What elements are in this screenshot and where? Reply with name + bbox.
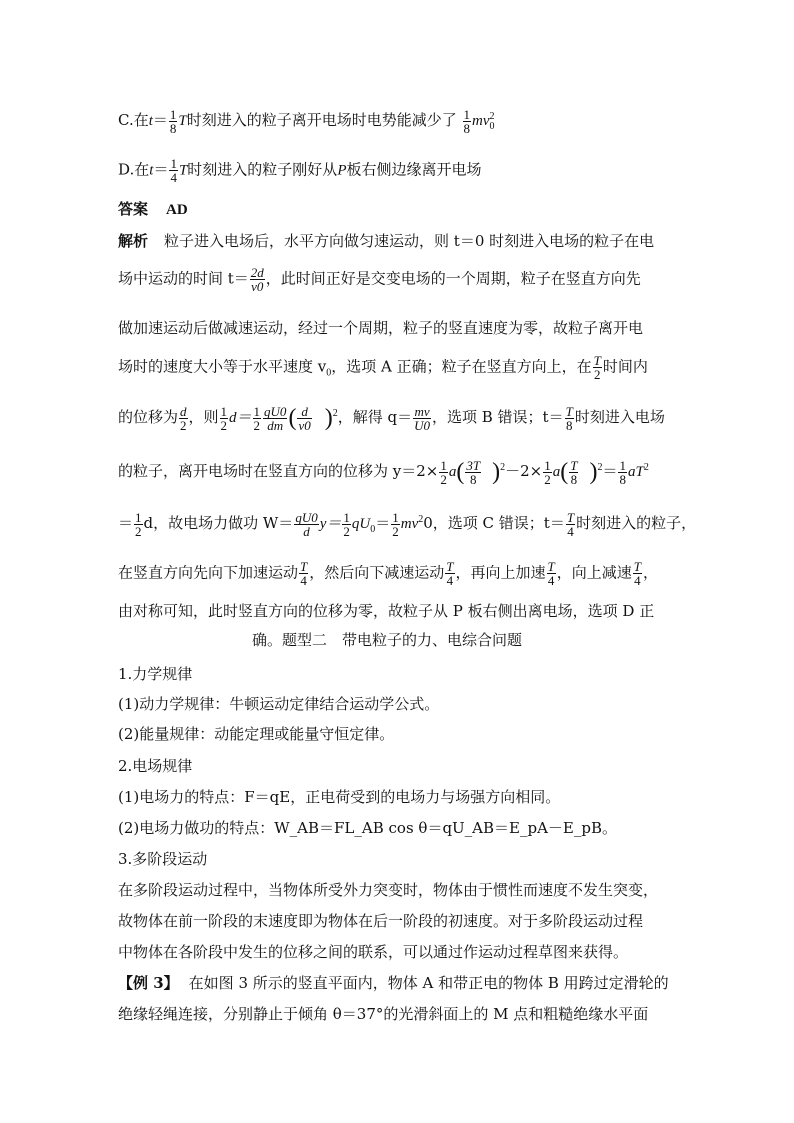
analysis-text: d＝: [229, 410, 252, 426]
section-1-item-2: (2)能量规律：动能定理或能量守恒定律。: [118, 725, 395, 743]
fraction: $\frac{T}{8}$: [565, 403, 573, 433]
analysis-line-9: [118, 601, 654, 621]
paren-left: (: [288, 405, 297, 431]
option-d-text1: 时刻进入的粒子刚好从: [187, 160, 338, 179]
analysis-text: 0，选项 C 错误；t＝: [423, 514, 565, 532]
analysis-text: 场中运动的时间 t＝: [118, 269, 249, 288]
fraction: $\frac{T}{4}$: [547, 559, 555, 588]
section-2-item-1: (1)电场力的特点：F＝qE，正电荷受到的电场力与场强方向相同。: [118, 788, 561, 806]
example-label: 【例 3】: [118, 974, 179, 992]
analysis-text: ，然后向下减速运动: [309, 563, 445, 582]
section-heading: 确。题型二 带电粒子的力、电综合问题: [252, 631, 523, 649]
section-1-item-1: (1)动力学规律：牛顿运动定律结合运动学公式。: [118, 695, 440, 713]
fraction: $\frac{qU0}{d}$: [295, 509, 318, 539]
paren-right: ): [324, 405, 333, 431]
section-1-title: 1.力学规律: [118, 665, 193, 683]
sup: 2: [489, 111, 495, 122]
paren-left: (: [456, 459, 465, 485]
sub: 0: [326, 367, 332, 379]
analysis-text: 时间内: [602, 357, 648, 376]
var-a: a: [552, 464, 561, 480]
mv-term: mv: [400, 516, 419, 532]
sub: 0: [370, 524, 376, 535]
section-3-title: 3.多阶段运动: [118, 850, 208, 868]
paragraph-line-3: 中物体在各阶段中发生的位移之间的联系，可以通过作运动过程草图来获得。: [118, 943, 629, 961]
analysis-text: ，此时间正好是交变电场的一个周期，粒子在竖直方向先: [265, 269, 641, 288]
answer: [118, 199, 188, 220]
sub: 0: [489, 121, 495, 132]
fraction: $\frac{1}{2}$: [343, 509, 350, 539]
answer-value: AD: [166, 202, 188, 218]
analysis-line-5: [118, 404, 665, 432]
analysis-line-10: [252, 630, 522, 650]
analysis-text: ，再向上加速: [455, 563, 546, 582]
section-2-item-2: (2)电场力做功的特点：W_AB＝FL_AB cos θ＝qU_AB＝E_pA－E_pB。: [118, 819, 618, 837]
fraction: $\frac{T}{4}$: [566, 509, 575, 539]
option-d: [118, 157, 482, 184]
analysis-text: ，选项 B 错误；t＝: [431, 408, 564, 426]
analysis-line-3: [118, 318, 643, 338]
paren-right: ): [589, 459, 598, 485]
var-t: t: [148, 113, 153, 129]
analysis-text: ＝: [602, 462, 618, 480]
fraction: $\frac{3T}{8}$: [466, 457, 481, 487]
fraction: $\frac{T}{4}$: [446, 559, 454, 588]
option-c: [118, 107, 495, 137]
analysis-text: 做加速运动后做减速运动，经过一个周期，粒子的竖直速度为零，故粒子离开电: [118, 319, 644, 337]
example-line-2: 绝缘轻绳连接，分别静止于倾角 θ＝37°的光滑斜面上的 M 点和粗糙绝缘水平面: [118, 1005, 649, 1023]
option-c-text: 时刻进入的粒子离开电场时电势能减少了: [186, 111, 457, 129]
analysis-text: qU: [351, 516, 371, 532]
option-d-prefix: D.在: [118, 160, 150, 179]
aT-term: aT: [627, 464, 644, 480]
fraction: $\frac{1}{8}$: [169, 106, 177, 136]
fraction: $\frac{mv}{U0}$: [414, 403, 430, 433]
fraction: $\frac{T}{8}$: [570, 457, 578, 487]
var-T: T: [178, 113, 187, 129]
var-a: a: [448, 464, 457, 480]
analysis-text: ，: [643, 563, 659, 582]
var-t: t: [149, 162, 154, 179]
equals: ＝: [153, 160, 169, 179]
analysis-text: 时刻进入电场: [574, 408, 665, 426]
section-2-title: 2.电场规律: [118, 757, 193, 775]
fraction: $\frac{1}{2}$: [253, 403, 261, 433]
analysis-line-6: [118, 458, 649, 486]
analysis-text: y＝: [319, 516, 342, 532]
mv-term: mv: [472, 113, 490, 129]
analysis-text: 时刻进入的粒子，: [576, 514, 697, 532]
analysis-text: 在竖直方向先向下加速运动: [118, 563, 299, 582]
analysis-text: ，解得 q＝: [337, 408, 413, 426]
fraction: $\frac{T}{4}$: [300, 559, 308, 588]
example-line-1: [118, 973, 669, 993]
analysis-text: d，故电场力做功 W＝: [143, 514, 294, 532]
var-T: T: [178, 162, 188, 179]
analysis-line-8: [118, 560, 658, 587]
sup: 2: [643, 462, 649, 473]
fraction: $\frac{2d}{v0}$: [250, 265, 264, 294]
fraction: $\frac{1}{2}$: [392, 509, 399, 539]
fraction: $\frac{d}{2}$: [180, 403, 187, 433]
analysis-text: －2×: [505, 462, 543, 480]
paren-left: (: [560, 459, 569, 485]
analysis-line-1: [118, 231, 654, 251]
sup: 2: [332, 408, 338, 419]
paragraph-line-1: 在多阶段运动过程中，当物体所受外力突变时，物体由于惯性而速度不发生突变，: [118, 881, 659, 899]
analysis-text: ，选项 A 正确；粒子在竖直方向上，在: [331, 357, 592, 376]
fraction: $\frac{1}{4}$: [170, 156, 177, 185]
fraction: $\frac{T}{4}$: [633, 559, 641, 588]
fraction: $\frac{1}{2}$: [220, 403, 228, 433]
option-c-prefix: C.在: [118, 111, 149, 129]
equals: ＝: [152, 111, 168, 129]
analysis-line-7: [118, 510, 696, 540]
fraction: $\frac{1}{2}$: [135, 509, 142, 539]
analysis-text: 的粒子，离开电场时在竖直方向的位移为 y＝2×: [118, 462, 439, 480]
analysis-text: ＝: [375, 514, 391, 532]
fraction: $\frac{1}{2}$: [544, 457, 551, 487]
fraction: $\frac{1}{8}$: [463, 106, 471, 136]
fraction: $\frac{1}{8}$: [619, 457, 626, 487]
analysis-text: 粒子进入电场后，水平方向做匀速运动，则 t＝0 时刻进入电场的粒子在电: [164, 232, 655, 250]
sup: 2: [418, 514, 424, 525]
fraction: $\frac{d}{v0}$: [298, 403, 311, 433]
analysis-text: ＝: [118, 514, 134, 532]
paren-right: ): [492, 459, 501, 485]
fraction: $\frac{qU0}{dm}$: [264, 403, 287, 433]
answer-label: 答案: [118, 200, 149, 218]
sup: 2: [500, 462, 506, 473]
analysis-text: 场时的速度大小等于水平速度 v: [118, 357, 327, 376]
analysis-text: 由对称可知，此时竖直方向的位移为零，故粒子从 P 板右侧出离电场，选项 D 正: [118, 602, 655, 620]
sup: 2: [597, 462, 603, 473]
analysis-label: 解析: [118, 232, 149, 250]
analysis-line-2: [118, 266, 641, 293]
fraction: $\frac{1}{2}$: [440, 457, 447, 487]
fraction: $\frac{T}{2}$: [593, 353, 601, 382]
analysis-line-4: [118, 354, 648, 384]
example-text: 在如图 3 所示的竖直平面内，物体 A 和带正电的物体 B 用跨过定滑轮的: [188, 974, 669, 992]
analysis-text: 的位移为: [118, 408, 179, 426]
analysis-text: ，则: [188, 408, 219, 426]
analysis-text: ，向上减速: [556, 563, 632, 582]
option-d-text2: 板右侧边缘离开电场: [346, 160, 482, 179]
paragraph-line-2: 故物体在前一阶段的末速度即为物体在后一阶段的初速度。对于多阶段运动过程: [118, 912, 644, 930]
var-P: P: [337, 162, 347, 179]
